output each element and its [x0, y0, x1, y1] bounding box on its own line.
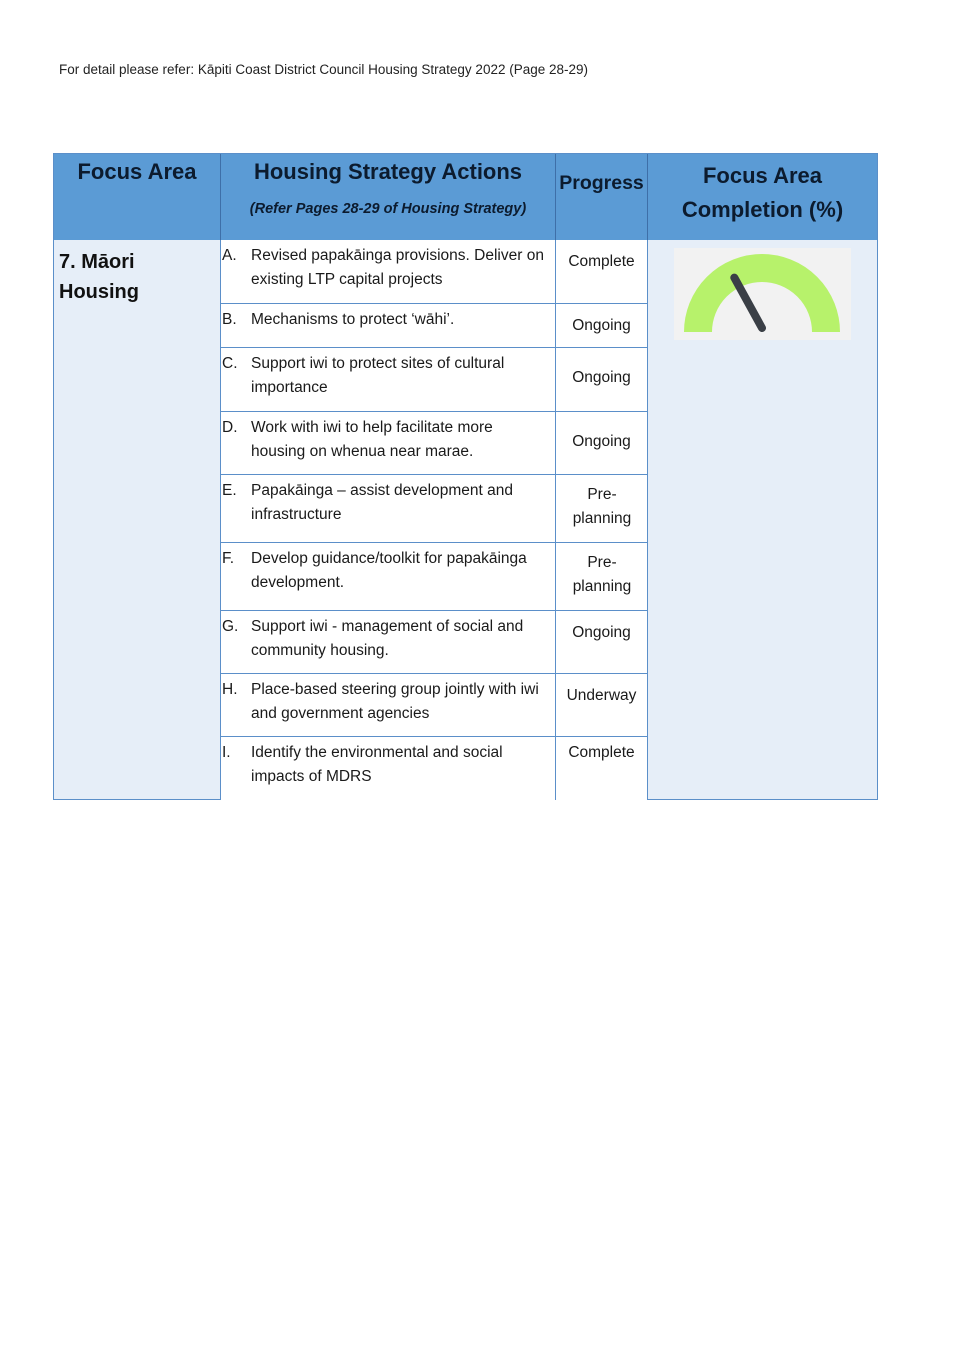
action-letter: D. — [222, 419, 238, 436]
progress-status-part: planning — [572, 510, 632, 527]
action-text-block — [221, 475, 555, 527]
action-letter: B. — [222, 311, 237, 328]
progress-status: Underway — [566, 687, 637, 704]
action-text-block — [221, 674, 555, 726]
action-text-block — [221, 412, 555, 464]
housing-strategy-table — [53, 153, 878, 800]
action-letter: I. — [222, 744, 231, 761]
action-row — [221, 304, 555, 348]
progress-row — [556, 240, 647, 304]
progress-row — [556, 737, 647, 800]
progress-status-part: Pre- — [587, 486, 617, 503]
focus-area-name-line2: Housing — [59, 281, 139, 303]
progress-status-part: Pre- — [587, 554, 617, 571]
progress-row — [556, 475, 647, 543]
action-description: Papakāinga – assist development and infrastructure — [251, 482, 513, 523]
action-letter: A. — [222, 247, 237, 264]
header-completion-label: Focus Area Completion (%) — [681, 163, 844, 222]
action-description: Support iwi - management of social and community housing. — [251, 618, 524, 659]
action-row — [221, 475, 555, 543]
header-focus-area-label: Focus Area — [77, 159, 197, 184]
action-description: Develop guidance/toolkit for papakāinga development. — [251, 550, 527, 591]
action-text-block — [221, 240, 555, 292]
completion-cell — [648, 240, 877, 799]
progress-status — [567, 551, 637, 599]
progress-status: Ongoing — [572, 624, 631, 641]
action-description: Identify the environmental and social impacts of MDRS — [251, 744, 503, 785]
progress-status: Ongoing — [572, 317, 631, 334]
gauge-panel — [674, 248, 851, 340]
progress-column — [556, 240, 648, 799]
action-row — [221, 737, 555, 800]
progress-row — [556, 674, 647, 737]
progress-status: Complete — [568, 253, 635, 270]
action-description: Revised papakāinga provisions. Deliver on existing LTP capital projects — [251, 247, 544, 288]
action-description: Mechanisms to protect ‘wāhi’. — [251, 311, 455, 328]
action-text-block — [221, 543, 555, 595]
progress-row — [556, 412, 647, 475]
action-letter: E. — [222, 482, 237, 499]
focus-area-name-line1: 7. Māori — [59, 251, 135, 273]
progress-row — [556, 348, 647, 412]
header-completion — [648, 154, 877, 240]
action-text-block — [221, 304, 555, 332]
speedometer-gauge-icon — [674, 248, 851, 340]
reference-note: For detail please refer: Kāpiti Coast District Council Housing Strategy 2022 (Page 28-29) — [59, 62, 589, 77]
progress-status — [567, 483, 637, 531]
progress-row — [556, 304, 647, 348]
action-letter: H. — [222, 681, 238, 698]
focus-area-name — [54, 240, 220, 307]
action-row — [221, 240, 555, 304]
header-actions — [221, 154, 556, 240]
progress-status-part: planning — [572, 578, 632, 595]
action-letter: G. — [222, 618, 239, 635]
progress-status: Ongoing — [572, 433, 631, 450]
progress-status: Ongoing — [572, 369, 631, 386]
action-text-block — [221, 737, 555, 789]
header-progress — [556, 154, 648, 240]
action-text-block — [221, 348, 555, 400]
action-row — [221, 412, 555, 475]
action-row — [221, 543, 555, 611]
progress-row — [556, 543, 647, 611]
action-row — [221, 674, 555, 737]
focus-area-cell — [54, 240, 221, 799]
action-description: Support iwi to protect sites of cultural importance — [251, 355, 505, 396]
progress-row — [556, 611, 647, 674]
action-text-block — [221, 611, 555, 663]
action-description: Place-based steering group jointly with iwi and government agencies — [251, 681, 539, 722]
header-focus-area — [54, 154, 221, 240]
actions-column — [221, 240, 556, 799]
action-row — [221, 348, 555, 412]
header-progress-label: Progress — [559, 172, 644, 194]
action-row — [221, 611, 555, 674]
gauge-needle — [734, 278, 762, 328]
progress-status: Complete — [568, 744, 635, 761]
action-letter: C. — [222, 355, 238, 372]
action-description: Work with iwi to help facilitate more housing on whenua near marae. — [251, 419, 493, 460]
header-actions-subtitle: (Refer Pages 28-29 of Housing Strategy) — [249, 201, 527, 217]
header-actions-title: Housing Strategy Actions — [253, 159, 523, 184]
action-letter: F. — [222, 550, 235, 567]
